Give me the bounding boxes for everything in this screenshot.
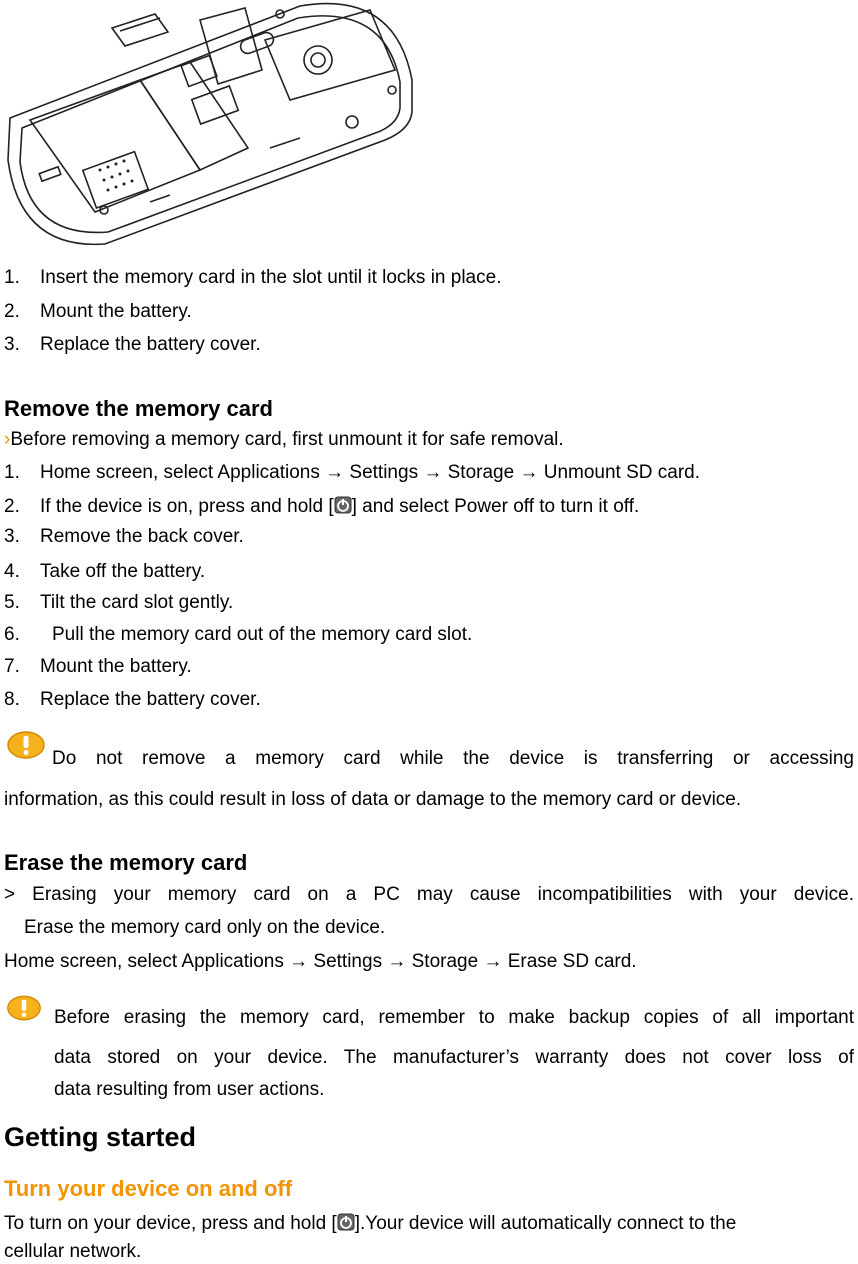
phone-back-illustration	[0, 0, 420, 248]
remove-step-2: 2. If the device is on, press and hold [ ] and select Power off to turn it off.	[4, 496, 640, 517]
warning-icon	[6, 730, 46, 760]
erase-note-line-2: Erase the memory card only on the device.	[24, 917, 386, 938]
erase-path: Home screen, select Applications → Settings → Storage → Erase SD card.	[4, 951, 637, 972]
insert-step-3: 3. Replace the battery cover.	[4, 334, 261, 355]
turn-on-off-heading: Turn your device on and off	[4, 1176, 293, 1201]
caution-line-1: Before erasing the memory card, remember to make backup copies of all important	[54, 1007, 854, 1028]
remove-step-5: 5. Tilt the card slot gently.	[4, 592, 234, 613]
power-icon	[334, 496, 352, 514]
warning-line-2: information, as this could result in loss of data or damage to the memory card or device.	[4, 789, 742, 810]
remove-step-8: 8. Replace the battery cover.	[4, 689, 261, 710]
remove-step-3: 3. Remove the back cover.	[4, 526, 244, 547]
erase-note-line-1: > Erasing your memory card on a PC may cause incompatibilities with your device.	[4, 884, 854, 905]
remove-intro: ›Before removing a memory card, first unmount it for safe removal.	[4, 429, 564, 450]
caution-line-2: data stored on your device. The manufacturer’s warranty does not cover loss of	[54, 1047, 854, 1068]
remove-step-7: 7. Mount the battery.	[4, 656, 192, 677]
turn-on-line-2: cellular network.	[4, 1241, 142, 1262]
caution-icon	[6, 994, 42, 1022]
remove-step-6: 6. Pull the memory card out of the memory card slot.	[4, 624, 473, 645]
remove-step-1: 1. Home screen, select Applications → Settings → Storage → Unmount SD card.	[4, 462, 701, 483]
warning-line-1: Do not remove a memory card while the device is transferring or accessing	[52, 748, 854, 769]
caution-line-3: data resulting from user actions.	[54, 1079, 325, 1100]
insert-step-2: 2. Mount the battery.	[4, 301, 192, 322]
erase-heading: Erase the memory card	[4, 850, 248, 875]
power-icon	[337, 1213, 355, 1231]
turn-on-line-1: To turn on your device, press and hold [ ].Your device will automatically connect to the	[4, 1213, 737, 1234]
remove-step-4: 4. Take off the battery.	[4, 561, 206, 582]
remove-heading: Remove the memory card	[4, 396, 273, 421]
getting-started-heading: Getting started	[4, 1122, 197, 1152]
insert-step-1: 1. Insert the memory card in the slot until it locks in place.	[4, 267, 502, 288]
